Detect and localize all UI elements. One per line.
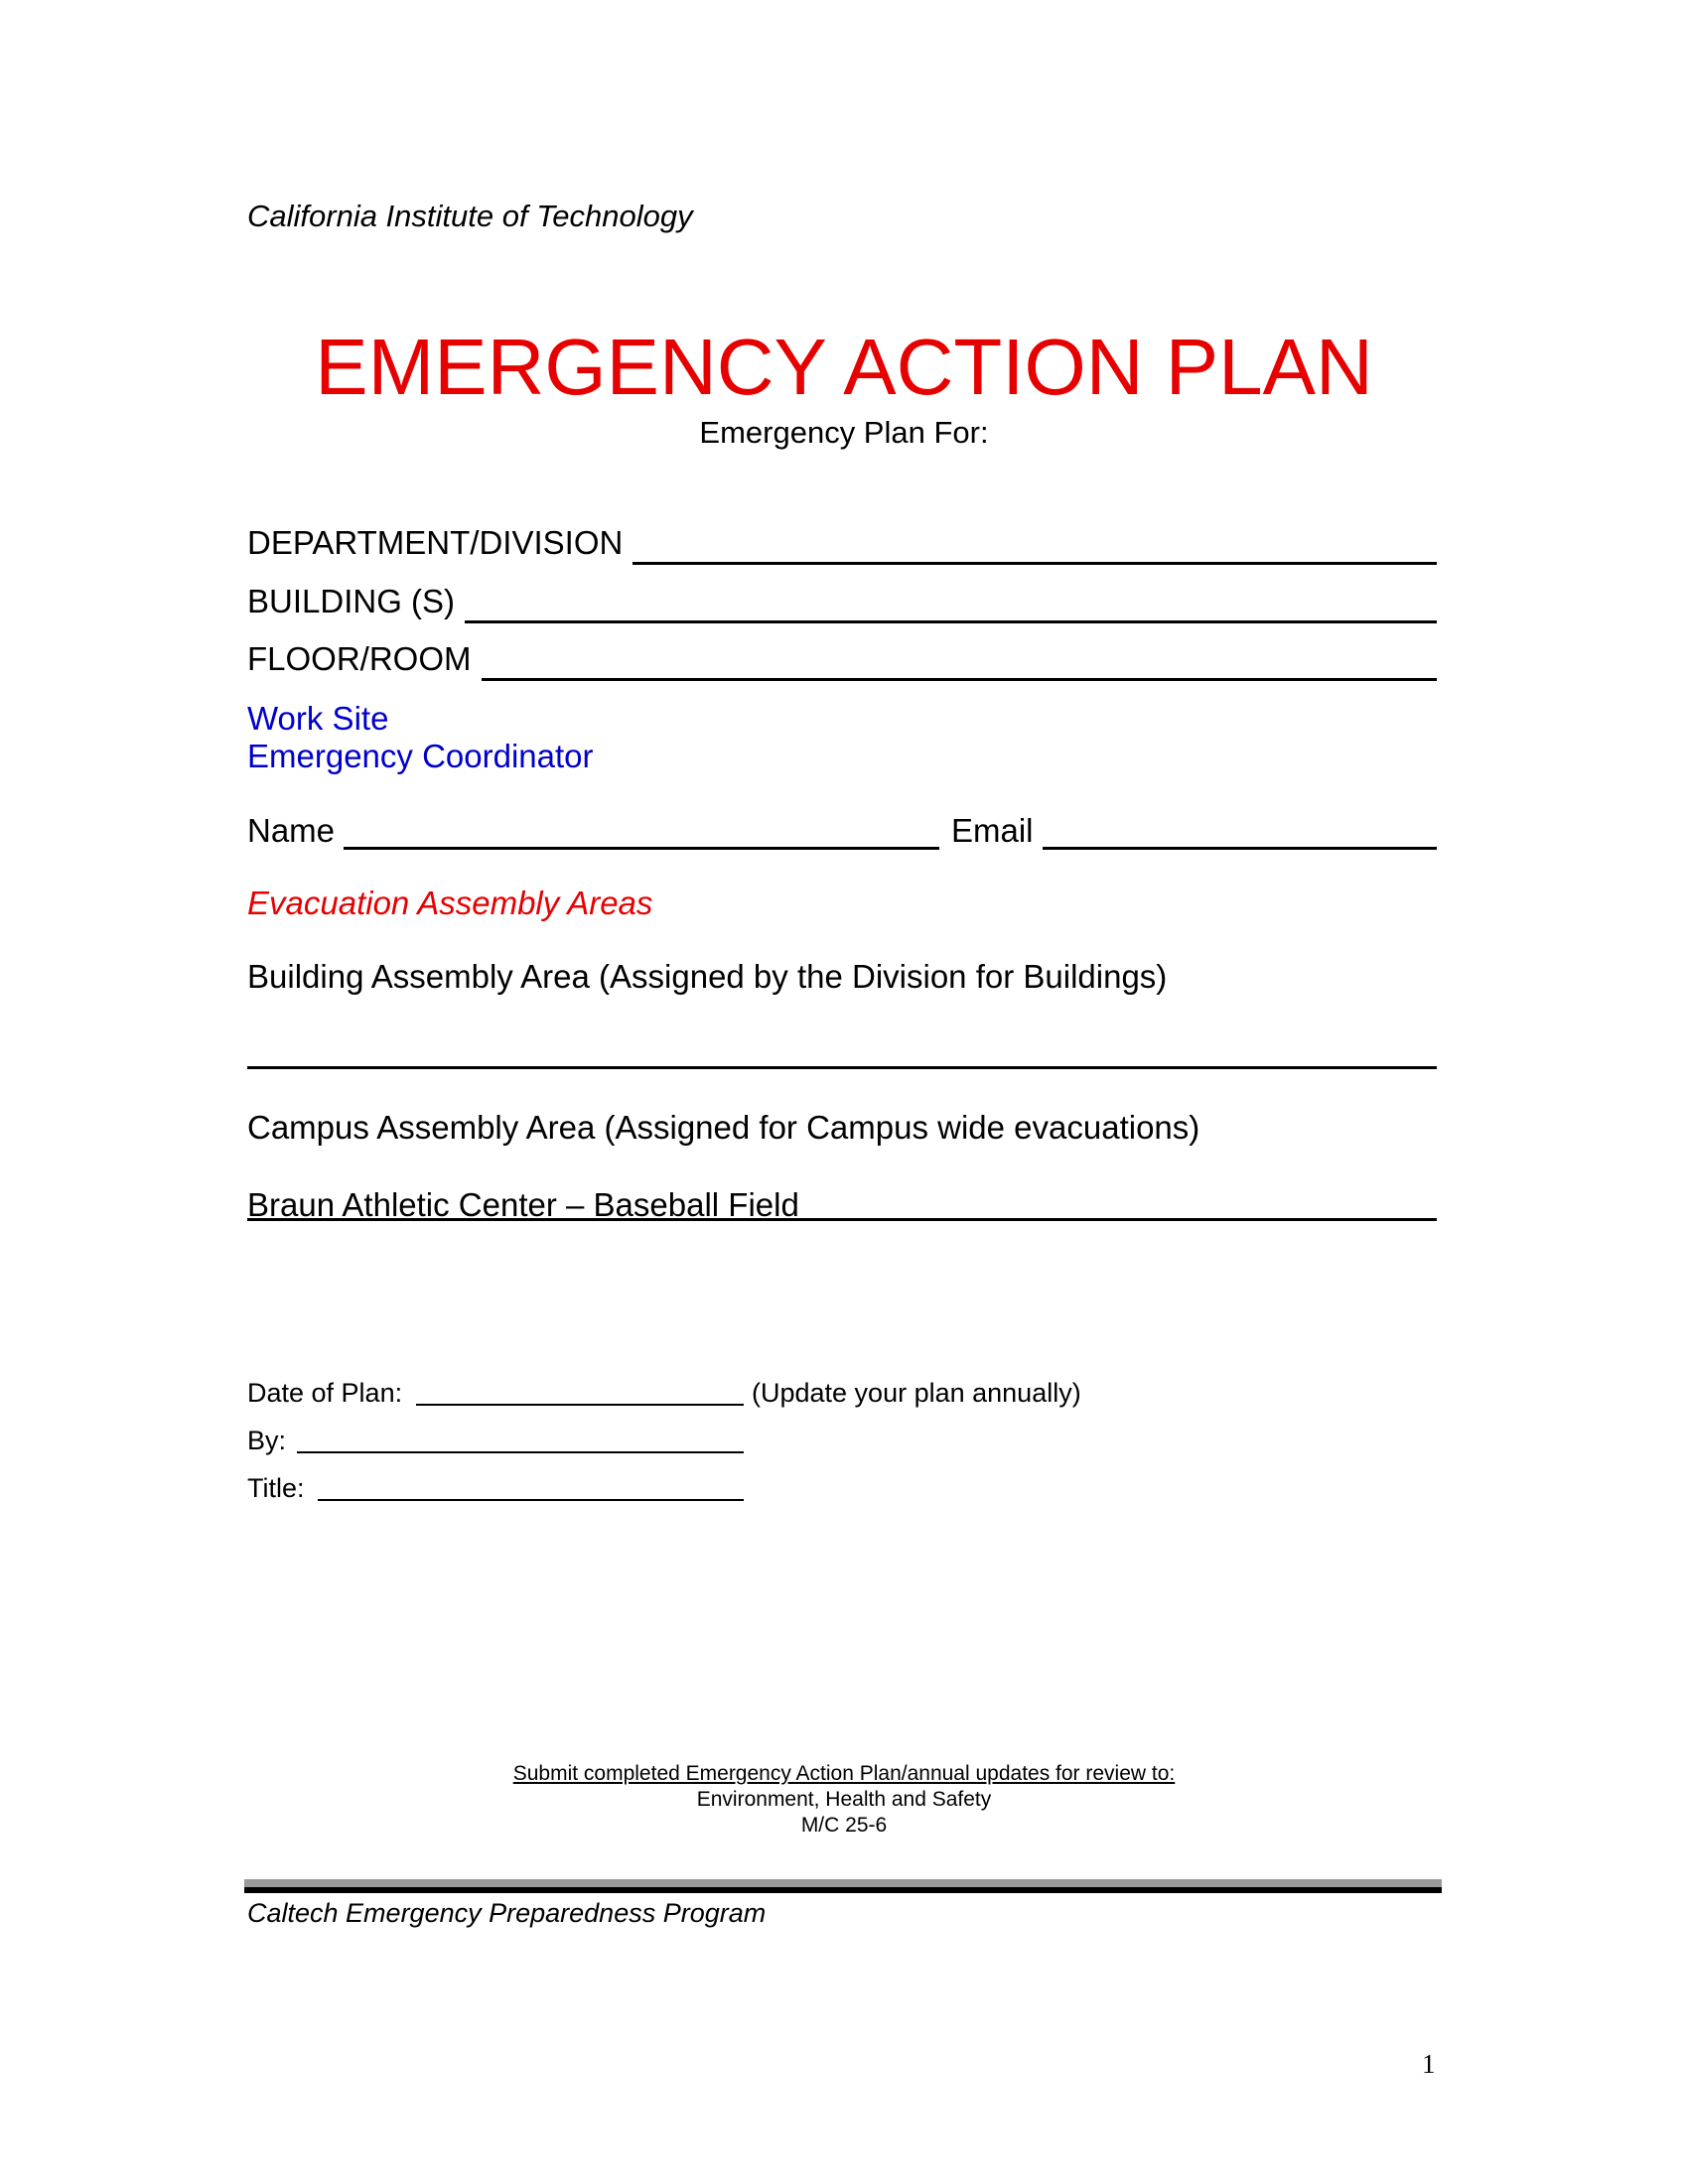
department-label: DEPARTMENT/DIVISION <box>247 524 624 561</box>
footer-program-name: Caltech Emergency Preparedness Program <box>247 1898 767 1928</box>
campus-assembly-value: Braun Athletic Center – Baseball Field <box>247 1186 799 1223</box>
building-field-row <box>247 585 1437 617</box>
coordinator-heading-line1: Work Site <box>247 700 389 737</box>
name-label: Name <box>247 812 336 849</box>
document-title: EMERGENCY ACTION PLAN <box>315 323 1373 411</box>
building-assembly-input-line[interactable] <box>247 1066 1437 1069</box>
building-input-line[interactable] <box>465 619 1437 623</box>
document-subtitle: Emergency Plan For: <box>699 415 989 450</box>
date-of-plan-note: (Update your plan annually) <box>752 1378 1081 1408</box>
floor-label: FLOOR/ROOM <box>247 640 472 677</box>
department-field-row <box>247 526 1437 559</box>
floor-input-line[interactable] <box>482 677 1437 681</box>
submit-mail-code: M/C 25-6 <box>800 1814 888 1837</box>
title-input-line[interactable] <box>318 1499 744 1501</box>
evacuation-heading: Evacuation Assembly Areas <box>247 885 653 921</box>
campus-assembly-underline <box>247 1218 1437 1221</box>
institution-name: California Institute of Technology <box>247 199 693 233</box>
email-label: Email <box>951 812 1034 849</box>
coordinator-heading-line2: Emergency Coordinator <box>247 738 594 774</box>
floor-field-row <box>247 642 1437 675</box>
date-of-plan-input-line[interactable] <box>416 1404 744 1406</box>
name-input-line[interactable] <box>344 847 939 850</box>
building-label: BUILDING (S) <box>247 583 456 619</box>
by-input-line[interactable] <box>297 1451 744 1453</box>
by-label: By: <box>247 1426 287 1455</box>
email-input-line[interactable] <box>1043 847 1437 850</box>
submit-department: Environment, Health and Safety <box>696 1788 992 1811</box>
building-assembly-label: Building Assembly Area (Assigned by the Division for Buildings) <box>247 958 1168 995</box>
campus-assembly-label: Campus Assembly Area (Assigned for Campus wide evacuations) <box>247 1109 1200 1146</box>
department-input-line[interactable] <box>633 561 1437 565</box>
title-label: Title: <box>247 1473 305 1503</box>
name-email-row <box>247 814 1437 854</box>
submit-instructions: Submit completed Emergency Action Plan/annual updates for review to: <box>512 1762 1176 1785</box>
footer-divider <box>244 1879 1442 1893</box>
page-number: 1 <box>1422 2049 1436 2079</box>
date-of-plan-label: Date of Plan: <box>247 1378 403 1408</box>
